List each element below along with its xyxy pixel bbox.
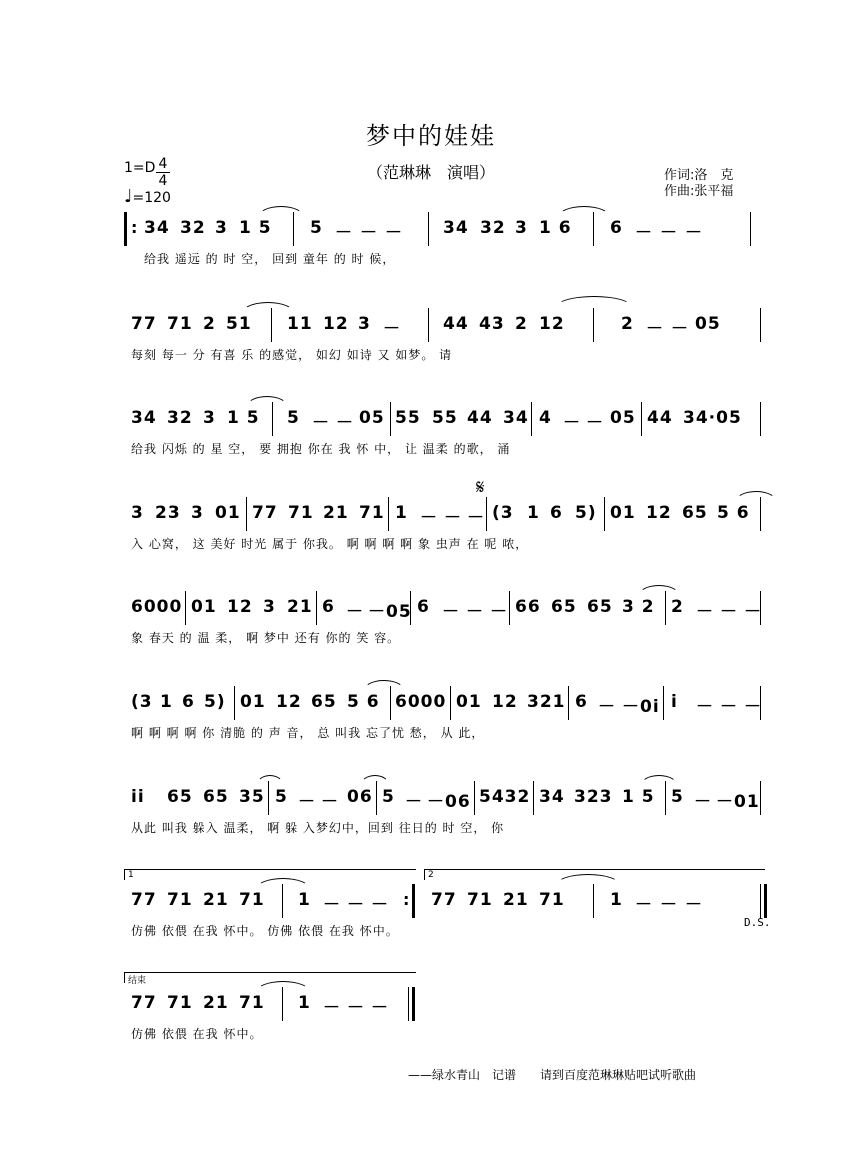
note: － (323, 998, 341, 1018)
note: 01 (240, 692, 266, 712)
lyric-line: 从此 叫我 躲入 温柔， 啊 躲 入梦幻中，回到 往日的 时 空， 你 (131, 821, 505, 835)
note: －0i (622, 697, 660, 717)
ending-label: 结束 (128, 976, 147, 986)
lyric-line: 给我 遥远 的 时 空， 回到 童年 的 时 候， (144, 252, 396, 266)
note: － (466, 602, 484, 622)
tempo-value: =120 (132, 190, 171, 206)
note: 21 (287, 597, 313, 617)
note: 32 (480, 218, 506, 238)
lyric-line: 象 春天 的 温 柔， 啊 梦中 还有 你的 笑 容。 (131, 631, 401, 645)
note: 01 (215, 503, 241, 523)
note: － (385, 223, 403, 243)
note: 3 (263, 597, 276, 617)
note: 66 (515, 597, 541, 617)
note: － (467, 508, 485, 528)
note: 6 (322, 597, 335, 617)
note: 34 (503, 408, 529, 428)
note: 1 (298, 993, 311, 1013)
note: － (696, 602, 714, 622)
note: 6 (417, 597, 430, 617)
note: 77 (431, 890, 457, 910)
note: － (360, 223, 378, 243)
note: － (696, 697, 714, 717)
note: 1 6 (539, 218, 572, 238)
tempo-marking (124, 186, 171, 207)
note: － (383, 319, 401, 339)
note: 3 (203, 408, 216, 428)
lyric-line: 每刻 每一 分 有喜 乐 的感觉， 如幻 如诗 又 如梦。 请 (131, 348, 453, 362)
note: 6 (182, 692, 195, 712)
note: － (635, 223, 653, 243)
note: 05 (695, 314, 721, 334)
note: 21 (503, 890, 529, 910)
note: 6000 (131, 597, 183, 617)
note: － (321, 792, 339, 812)
note: ii (131, 787, 145, 807)
note: 77 (131, 314, 157, 334)
time-signature (156, 156, 170, 189)
note: 65 (203, 787, 229, 807)
note: 01 (456, 692, 482, 712)
note: 1 (527, 503, 540, 523)
volta-number: 1 (128, 870, 134, 880)
note: － (660, 895, 678, 915)
note: 34·05 (683, 408, 742, 428)
lyric-line: 啊 啊 啊 啊 你 清脆 的 声 音， 总 叫我 忘了忧 愁， 从 此， (131, 726, 485, 740)
note: 71 (539, 890, 565, 910)
quarter-note-icon: ♩ (124, 186, 133, 207)
note: 43 (479, 314, 505, 334)
key-signature: 1=D (124, 160, 156, 176)
note: 71 (239, 993, 265, 1013)
note: 5) (575, 503, 597, 523)
note: － (694, 792, 712, 812)
note: －01 (716, 792, 760, 812)
note: 05 (359, 408, 385, 428)
note: － (646, 319, 664, 339)
note: 71 (239, 890, 265, 910)
note: 77 (131, 890, 157, 910)
note: 1 (160, 692, 173, 712)
note: 1 5 (227, 408, 260, 428)
note: 65 (167, 787, 193, 807)
note: 11 (287, 314, 313, 334)
note: 3 (215, 218, 228, 238)
note: 65 (587, 597, 613, 617)
note: 1 5 (239, 218, 272, 238)
note: 44 (467, 408, 493, 428)
song-title: 梦中的娃娃 (366, 122, 496, 150)
note: － (744, 697, 762, 717)
note: 34 (443, 218, 469, 238)
note: 55 (432, 408, 458, 428)
note: 1 (610, 890, 623, 910)
note: －05 (368, 602, 412, 622)
note: 32 (180, 218, 206, 238)
note: 6 (550, 503, 563, 523)
composer-credit: 作曲:张平福 (664, 184, 734, 199)
note: 65 (311, 692, 337, 712)
note: (3 (492, 503, 514, 523)
note: － (660, 223, 678, 243)
note: 71 (167, 314, 193, 334)
note: － (490, 602, 508, 622)
note: － (347, 895, 365, 915)
note: 5 6 (717, 503, 750, 523)
note: 5 (671, 787, 684, 807)
note: － (744, 602, 762, 622)
note: 6 (610, 218, 623, 238)
note: 1 (298, 890, 311, 910)
note: 23 (155, 503, 181, 523)
note: 12 (646, 503, 672, 523)
note: 55 (395, 408, 421, 428)
note: － (563, 413, 581, 433)
note: 12 (227, 597, 253, 617)
note: 1 (395, 503, 408, 523)
lyric-line: 入 心窝， 这 美好 时光 属于 你我。 啊 啊 啊 啊 象 虫声 在 呢 哝， (131, 537, 529, 551)
note: 12 (492, 692, 518, 712)
note: － (671, 319, 689, 339)
note: 71 (288, 503, 314, 523)
note: － (598, 697, 616, 717)
note: 3 (191, 503, 204, 523)
note: 12 (539, 314, 565, 334)
note: － (371, 998, 389, 1018)
note: － (586, 413, 604, 433)
note: － (405, 792, 423, 812)
note: 77 (131, 993, 157, 1013)
note: － (335, 223, 353, 243)
note: 321 (527, 692, 566, 712)
note: 12 (276, 692, 302, 712)
dal-segno-label: D.S. (744, 916, 771, 929)
note: 3 (358, 314, 371, 334)
note: 3 (515, 218, 528, 238)
note: － (685, 223, 703, 243)
note: 32 (167, 408, 193, 428)
note: 01 (191, 597, 217, 617)
note: 1 5 (622, 787, 655, 807)
note: 21 (203, 890, 229, 910)
note: － (298, 792, 316, 812)
note: 71 (167, 890, 193, 910)
note: 77 (252, 503, 278, 523)
note: － (347, 998, 365, 1018)
note: 21 (203, 993, 229, 1013)
note: － (635, 895, 653, 915)
note: 5) (204, 692, 226, 712)
lyric-line: 给我 闪烁 的 星 空， 要 拥抱 你在 我 怀 中， 让 温柔 的歌， 涌 (131, 442, 511, 456)
note: － (442, 602, 460, 622)
note: 34 (131, 408, 157, 428)
note: 06 (347, 787, 373, 807)
note: 65 (682, 503, 708, 523)
note: －06 (427, 792, 471, 812)
note: 44 (443, 314, 469, 334)
note: － (444, 508, 462, 528)
note: 71 (359, 503, 385, 523)
note: － (720, 602, 738, 622)
note: 44 (647, 408, 673, 428)
note: 2 (203, 314, 216, 334)
note: 323 (574, 787, 613, 807)
note: 4 (539, 408, 552, 428)
note: 71 (167, 993, 193, 1013)
note: 12 (323, 314, 349, 334)
note: 71 (467, 890, 493, 910)
note: 6000 (395, 692, 447, 712)
note: 05 (610, 408, 636, 428)
note: 51 (226, 314, 252, 334)
time-sig-top: 4 (158, 156, 168, 172)
note: (3 (131, 692, 153, 712)
segno-icon: 𝄋 (476, 475, 485, 499)
note: 5 (382, 787, 395, 807)
note: 5 (275, 787, 288, 807)
note: 65 (551, 597, 577, 617)
note: － (323, 895, 341, 915)
note: i (671, 692, 678, 712)
lyric-line: 仿佛 依偎 在我 怀中。 仿佛 依偎 在我 怀中。 (131, 924, 399, 938)
note: － (312, 413, 330, 433)
note: 3 (131, 503, 144, 523)
note: 2 (621, 314, 634, 334)
note: 5 (287, 408, 300, 428)
note: 34 (144, 218, 170, 238)
note: － (720, 697, 738, 717)
note: 35 (239, 787, 265, 807)
note: 21 (323, 503, 349, 523)
note: 6 (575, 692, 588, 712)
note: 3 2 (622, 597, 655, 617)
note: 34 (539, 787, 565, 807)
lyricist-credit: 作词:洛 克 (664, 168, 734, 183)
note: － (420, 508, 438, 528)
note: 01 (610, 503, 636, 523)
singer-credit: （范琳琳 演唱） (366, 163, 495, 182)
note: － (336, 413, 354, 433)
note: 5 6 (347, 692, 380, 712)
lyric-line: 仿佛 依偎 在我 怀中。 (131, 1027, 263, 1041)
volta-number: 2 (428, 870, 434, 880)
note: － (371, 895, 389, 915)
note: 5 (310, 218, 323, 238)
note: 2 (671, 597, 684, 617)
note: 5432 (479, 787, 531, 807)
footer-note: ——绿水青山 记谱 请到百度范琳琳贴吧试听歌曲 (408, 1068, 697, 1082)
note: － (346, 602, 364, 622)
note: － (685, 895, 703, 915)
note: 2 (515, 314, 528, 334)
time-sig-bottom: 4 (158, 173, 168, 189)
